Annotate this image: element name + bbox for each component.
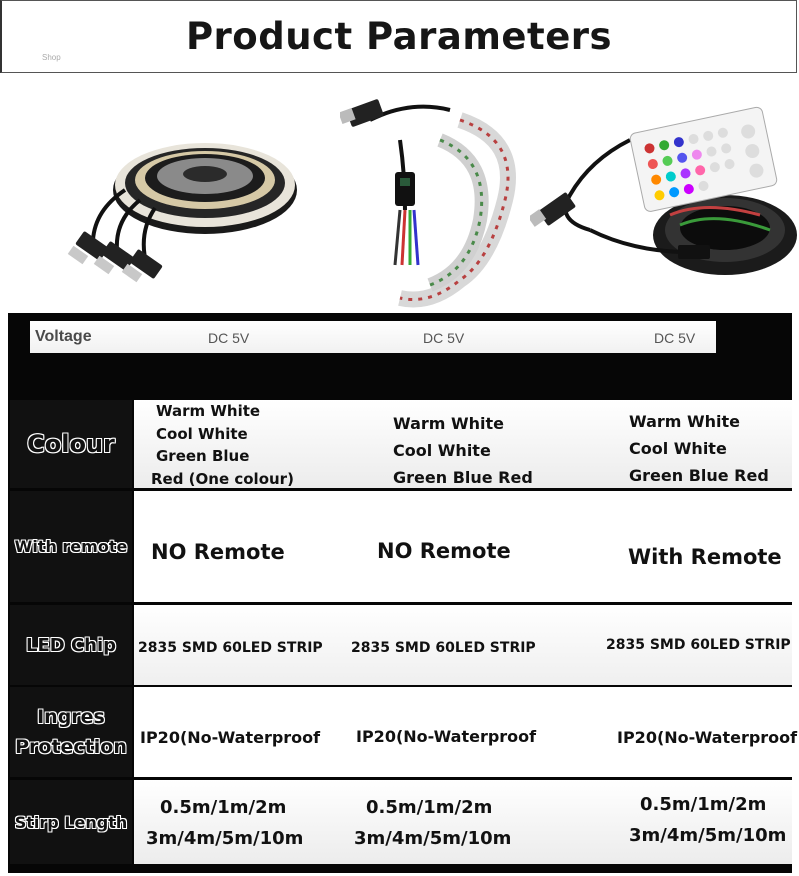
length-value: 3m/4m/5m/10m [146, 828, 304, 849]
protection-cells [134, 687, 798, 777]
remote-row [10, 491, 792, 602]
length-label: Stirp Length [14, 812, 128, 832]
colour-col3 [629, 408, 769, 489]
colour-col2 [393, 410, 533, 491]
voltage-row [30, 321, 716, 353]
protection-value: IP20(No-Waterproof [140, 728, 321, 747]
product-image-controller [340, 80, 540, 312]
length-value: 3m/4m/5m/10m [354, 828, 512, 849]
header-banner [0, 0, 797, 73]
length-value: 3m/4m/5m/10m [629, 825, 787, 846]
chip-value: 2835 SMD 60LED STRIP [138, 640, 323, 656]
product-photos [0, 80, 799, 312]
remote-value: NO Remote [377, 539, 511, 563]
remote-cells [134, 491, 792, 602]
length-cells [134, 780, 792, 864]
colour-label-cell [10, 400, 132, 488]
colour-item: Warm White [393, 414, 505, 433]
page-title: Product Parameters [185, 15, 613, 58]
product-image-remote [530, 80, 799, 312]
chip-row [10, 605, 792, 685]
colour-item: Cool White [156, 424, 248, 443]
colour-col1 [151, 400, 294, 490]
remote-value: With Remote [628, 545, 782, 569]
watermark: Shop [42, 53, 61, 62]
chip-value: 2835 SMD 60LED STRIP [351, 640, 536, 656]
colour-cells [134, 400, 792, 488]
voltage-value: DC 5V [654, 330, 696, 346]
remote-label-cell [10, 491, 132, 602]
colour-label: Colour [27, 430, 115, 458]
length-value: 0.5m/1m/2m [160, 797, 287, 818]
protection-value: IP20(No-Waterproof [617, 728, 798, 747]
length-label-cell [10, 780, 132, 864]
chip-label: LED Chip [25, 634, 117, 656]
voltage-label: Voltage [35, 328, 92, 345]
colour-item: Warm White [156, 402, 261, 420]
voltage-value: DC 5V [208, 330, 250, 346]
length-value: 0.5m/1m/2m [366, 797, 493, 818]
length-row [10, 780, 792, 864]
chip-value: 2835 SMD 60LED STRIP [606, 637, 791, 653]
chip-label-cell [10, 605, 132, 685]
remote-label: With remote [14, 537, 128, 556]
colour-item: Green Blue Red [393, 468, 533, 487]
colour-item: Red (One colour) [151, 469, 294, 488]
chip-cells [134, 605, 792, 685]
colour-row [10, 400, 792, 488]
colour-item: Green Blue [156, 447, 250, 465]
protection-label-cell [10, 687, 132, 777]
colour-item: Cool White [629, 439, 727, 458]
protection-row [10, 687, 798, 777]
remote-value: NO Remote [151, 540, 285, 564]
colour-item: Warm White [629, 412, 741, 431]
product-image-reel [55, 80, 305, 312]
colour-item: Green Blue Red [629, 466, 769, 485]
protection-label: Protection [15, 736, 127, 758]
protection-value: IP20(No-Waterproof [356, 727, 537, 746]
voltage-value: DC 5V [423, 330, 465, 346]
length-value: 0.5m/1m/2m [640, 794, 767, 815]
colour-item: Cool White [393, 441, 491, 460]
protection-label: Ingres [37, 706, 105, 728]
